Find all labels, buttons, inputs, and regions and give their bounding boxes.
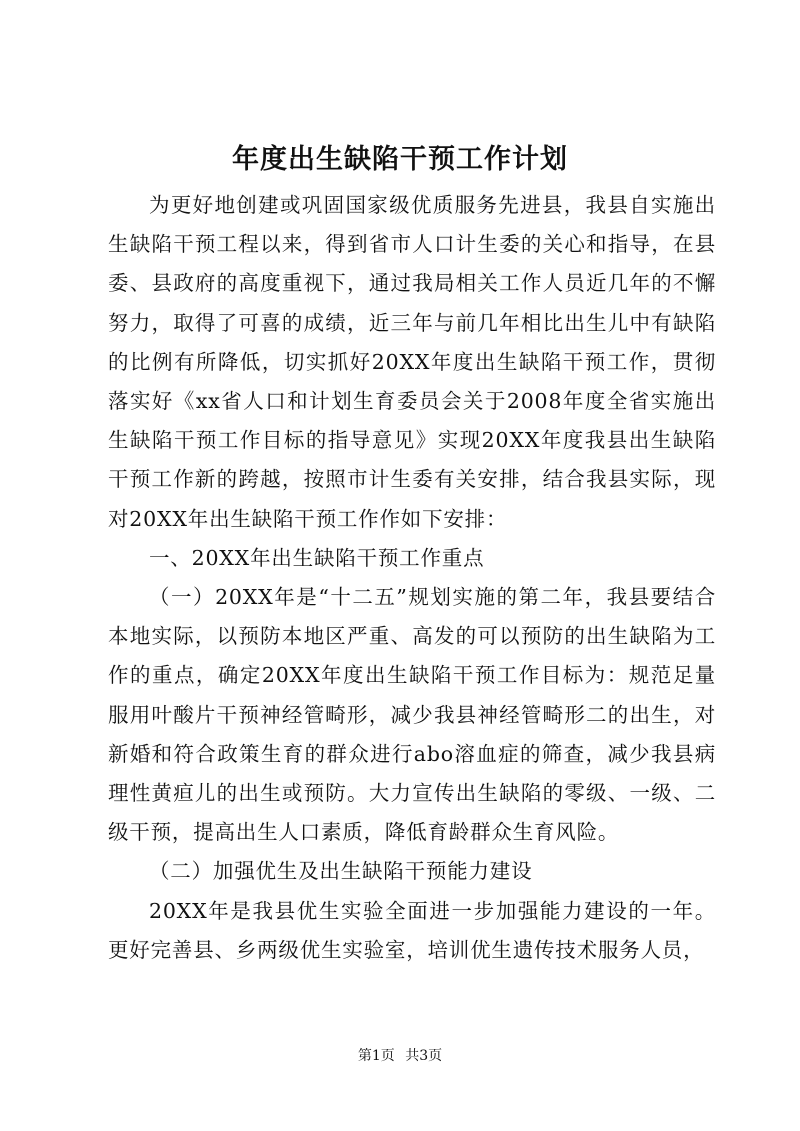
paragraph-sub-1: （一）20XX年是“十二五”规划实施的第二年，我县要结合本地实际，以预防本地区严重、高发的可以预防的出生缺陷为工作的重点，确定20XX年度出生缺陷干预工作目标为：规范足量服用叶酸片干预神经管畸形，减少我县神经管畸形二的出生，对新婚和符合政策生育的群众进行abo溶血症的筛查，减少我县病理性黄疸儿的出生或预防。大力宣传出生缺陷的零级、一级、二级干预，提高出生人口素质，降低育龄群众生育风险。: [108, 585, 716, 845]
page-total: 共3页: [405, 1048, 443, 1064]
paragraph-intro: 为更好地创建或巩固国家级优质服务先进县，我县自实施出生缺陷干预工程以来，得到省市人口计生委的关心和指导，在县委、县政府的高度重视下，通过我局相关工作人员近几年的不懈努力，取得了可喜的成绩，近三年与前几年相比出生儿中有缺陷的比例有所降低，切实抓好20XX年度出生缺陷干预工作，贯彻落实好《xx省人口和计划生育委员会关于2008年度全省实施出生缺陷干预工作目标的指导意见》实现20XX年度我县出生缺陷干预工作新的跨越，按照市计生委有关安排，结合我县实际，现对20XX年出生缺陷干预工作作如下安排：: [108, 193, 716, 531]
section-heading-1: 一、20XX年出生缺陷干预工作重点: [149, 545, 485, 570]
document-body: [108, 186, 716, 970]
paragraph-sub-2: 20XX年是我县优生实验全面进一步加强能力建设的一年。更好完善县、乡两级优生实验室，培训优生遗传技术服务人员，: [108, 898, 716, 962]
page-footer: [0, 1046, 800, 1066]
subsection-heading-2: （二）加强优生及出生缺陷干预能力建设: [149, 859, 533, 884]
document-title: 年度出生缺陷干预工作计划: [232, 144, 568, 175]
page-number: 第1页: [357, 1048, 395, 1064]
